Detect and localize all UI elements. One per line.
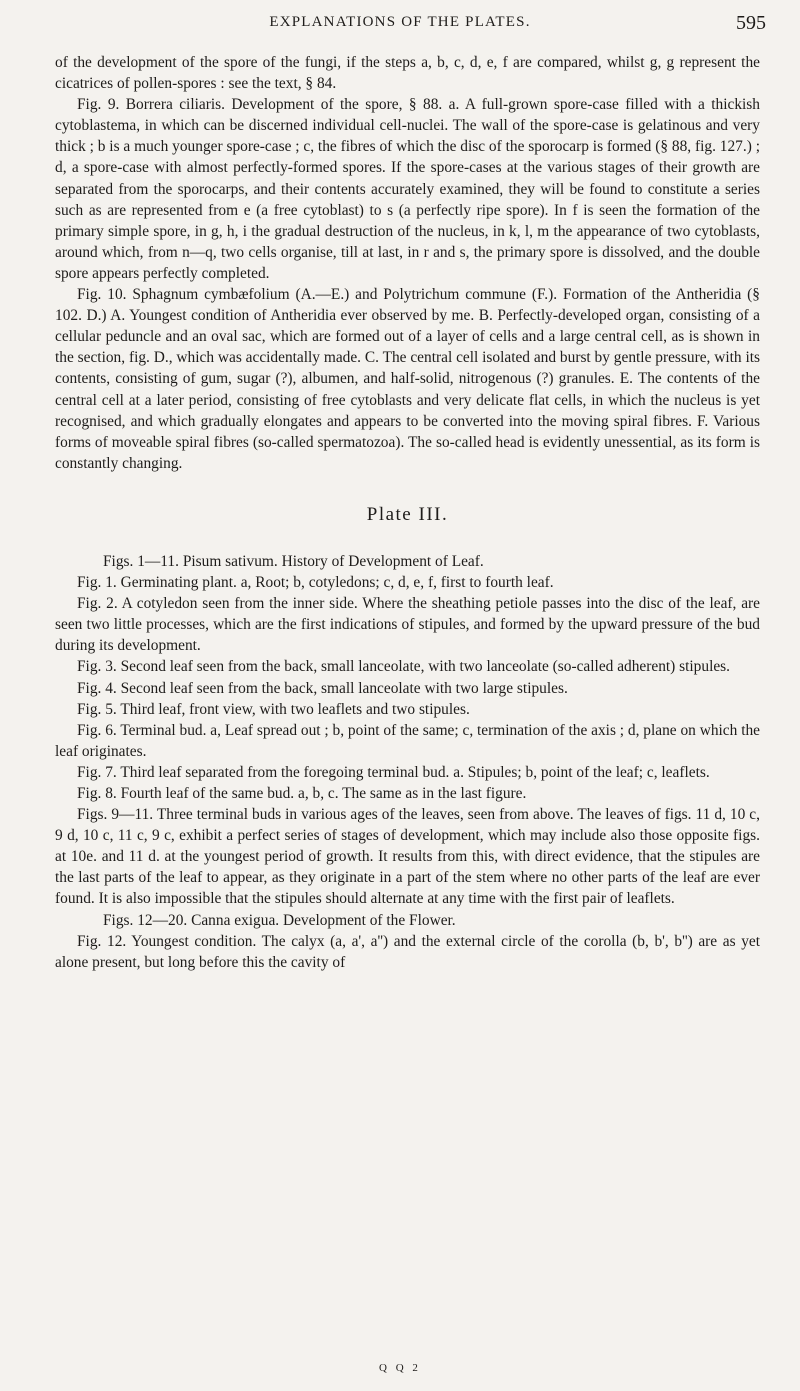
fig-paragraph: Fig. 6. Terminal bud. a, Leaf spread out ; b, point of the same; c, termination of the axis ; d, plane on which the leaf originates. [55,721,760,760]
fig-paragraph: Figs. 9—11. Three terminal buds in various ages of the leaves, seen from above. The leaves of figs. 11 d, 10 c, 9 d, 10 c, 11 c, 9 c, exhibit a perfect series of stages of development, which may include also those opposite figs. at 10e. and 11 d. at the youngest period of growth. It results from this, with direct evidence, that the stipules are the last parts of the leaf to appear, as they originate in a part of the stem where no other parts of the leaf are ever found. It is also impossible that the stipules should alternate at any time with the first pair of leaflets. [55,806,760,908]
page-number: 595 [736,12,766,34]
fig-paragraph: Fig. 1. Germinating plant. a, Root; b, cotyledons; c, d, e, f, first to fourth leaf. [77,574,554,592]
fig-paragraph: Fig. 8. Fourth leaf of the same bud. a, b, c. The same as in the last figure. [77,785,527,802]
opening-paragraph: of the development of the spore of the fungi, if the steps a, b, c, d, e, f are compared, whilst g, g represent the cicatrices of pollen-spores : see the text, § 84. [55,54,760,93]
running-head [0,12,800,42]
signature-mark: Q Q 2 [379,1362,421,1374]
fig-paragraph: Fig. 5. Third leaf, front view, with two leaflets and two stipules. [77,700,470,718]
fig9-paragraph: Fig. 9. Borrera ciliaris. Development of the spore, § 88. a. A full-grown spore-case filled with a thickish cytoblastema, in which can be discerned individual cell-nuclei. The wall of the spore-case is gelatinous and very thick ; b is a much younger spore-case ; c, the fibres of which the disc of the sporocarp is formed (§ 88, fig. 127.) ; d, a spore-case with almost perfectly-formed spores. If the spore-cases at the various stages of their growth are separated from the sporocarps, and their contents accurately examined, they will be found to constitute a series such as are represented from e (a free cytoblast) to s (a perfectly ripe spore). In f is seen the formation of the primary simple spore, in g, h, i the gradual destruction of the nucleus, in k, l, m the appearance of two cytoblasts, around which, from n—q, two cells organise, till at last, in r and s, the primary spore is dissolved, and the double spore appears perfectly completed. [55,96,760,282]
fig-paragraph: Fig. 3. Second leaf seen from the back, small lanceolate, with two lanceolate (so-called adherent) stipules. [77,658,731,676]
text-column [55,52,760,973]
running-title: EXPLANATIONS OF THE PLATES. [269,14,531,30]
fig10-paragraph: Fig. 10. Sphagnum cymbæfolium (A.—E.) and Polytrichum commune (F.). Formation of the Antheridia (§ 102. D.) A. Youngest condition of Antheridia ever observed by me. B. Perfectly-developed organ, consisting of a cellular peduncle and an oval sac, which are formed out of a layer of cells and a large central cell, as is shown in the section, fig. D., which was accidentally made. C. The central cell isolated and burst by gentle pressure, with its contents, consisting of gum, sugar (?), albumen, and half-solid, nitrogenous (?) granules. E. The contents of the central cell at a later period, consisting of free cytoblasts and very delicate flat cells, in which the nucleus is yet recognised, and which gradually elongates and appears to be converted into the moving spiral fibres. F. Various forms of moveable spiral fibres (so-called spermatozoa). The so-called head is evidently unessential, as its form is constantly changing. [55,286,760,472]
plate-heading: Plate III. [366,503,449,525]
fig12-paragraph: Fig. 12. Youngest condition. The calyx (a, a', a'') and the external circle of the corolla (b, b', b'') are as yet alone present, but long before this the cavity of [55,932,760,971]
fig-paragraph: Fig. 2. A cotyledon seen from the inner side. Where the sheathing petiole passes into the disc of the leaf, are seen two little processes, which are the first indications of stipules, and formed by the upward pressure of the bud during its development. [55,595,760,655]
fig-paragraph: Fig. 4. Second leaf seen from the back, small lanceolate with two large stipules. [77,679,568,697]
fig-paragraph: Fig. 7. Third leaf separated from the foregoing terminal bud. a. Stipules; b, point of the leaf; c, leaflets. [77,763,710,781]
section-heading-pisum: Figs. 1—11. Pisum sativum. History of Development of Leaf. [103,552,484,570]
section-heading-canna: Figs. 12—20. Canna exigua. Development of the Flower. [103,911,456,929]
